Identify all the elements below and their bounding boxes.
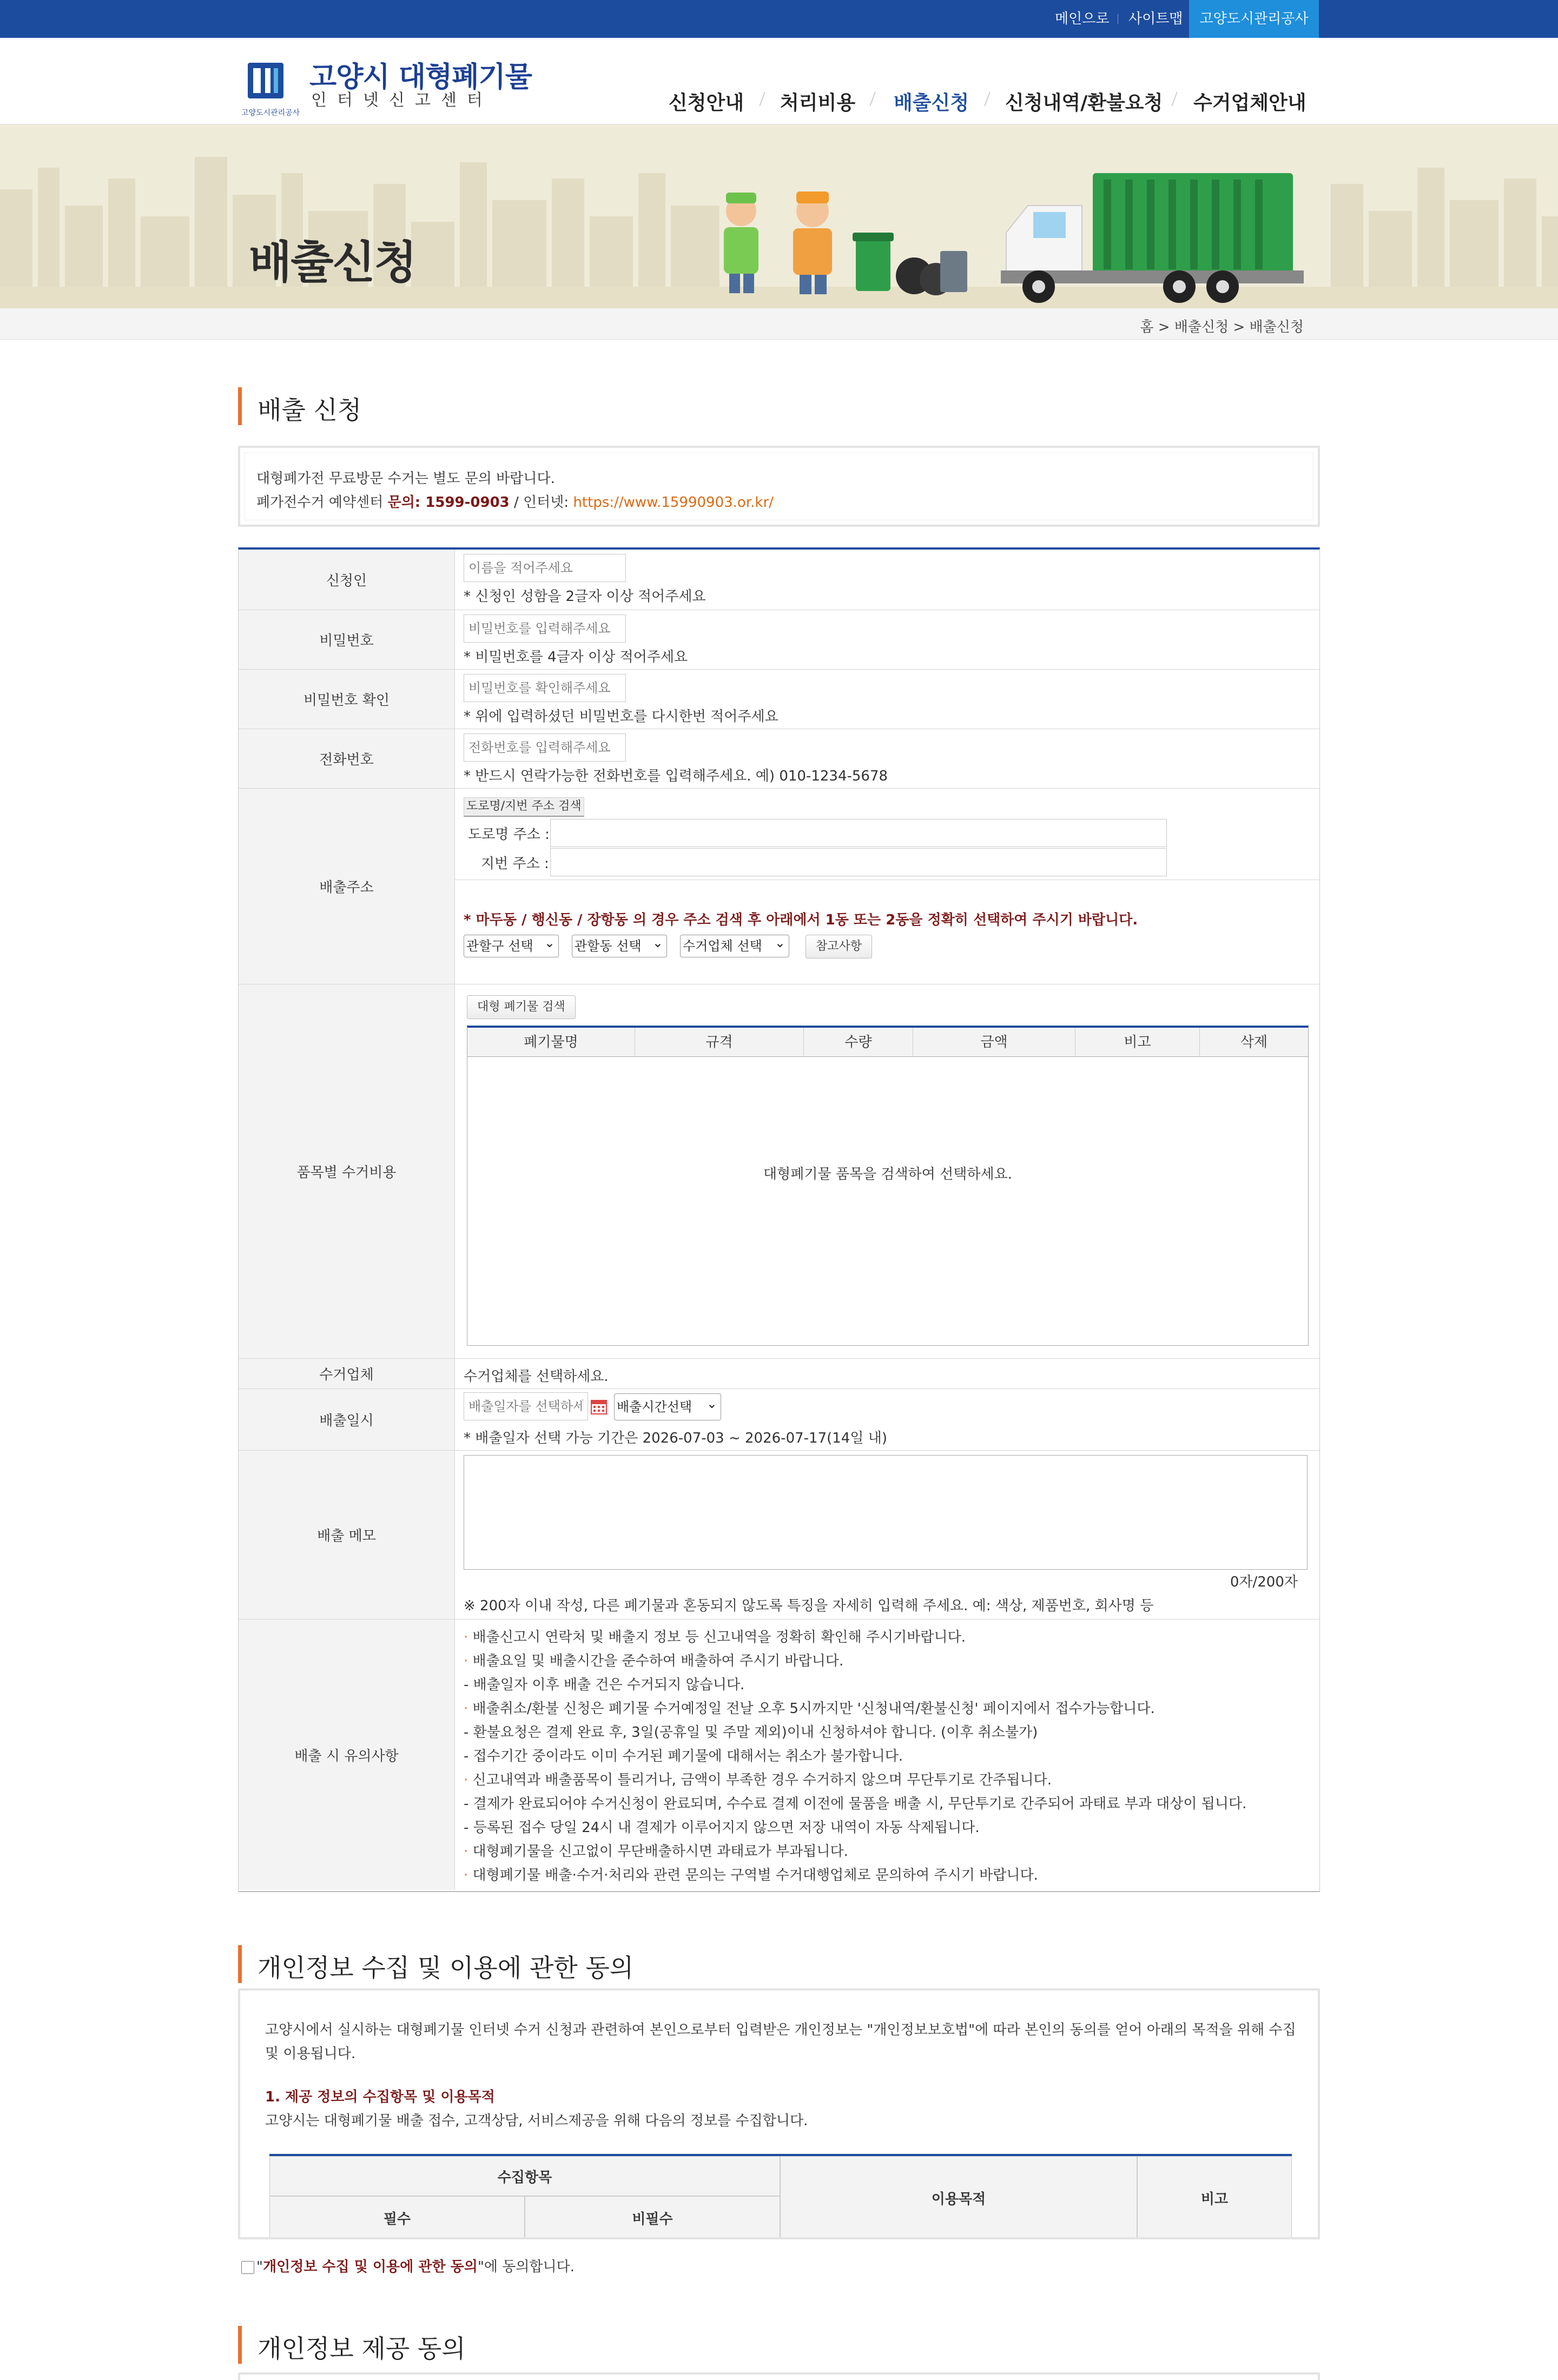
org-link[interactable]: 고양도시관리공사 [1189, 0, 1319, 38]
col-note: 비고 [1075, 1028, 1200, 1057]
notice-box [238, 446, 1320, 527]
waste-search-button[interactable]: 대형 폐기물 검색 [467, 995, 576, 1019]
logo-title[interactable]: 고양시 대형폐기물 [309, 61, 532, 94]
caution-line [464, 1840, 848, 1860]
road-address-label: 도로명 주소 : [468, 827, 550, 843]
caution-text: 배출요일 및 배출시간을 준수하여 배출하여 주시기 바랍니다. [472, 1653, 844, 1669]
privacy-subtitle: 1. 제공 정보의 수집항목 및 이용목적 [265, 2089, 495, 2105]
section-title-text: 개인정보 제공 동의 [258, 2334, 466, 2363]
bullet-dot-icon: · [464, 1701, 473, 1717]
nav-fees[interactable]: 처리비용 [780, 92, 856, 114]
home-link[interactable]: 메인으로 [1055, 11, 1110, 27]
applicant-name-input[interactable] [464, 554, 626, 582]
bullet-dot-icon: · [464, 1772, 473, 1788]
row-date [239, 1389, 1319, 1451]
items-table-header [467, 1028, 1308, 1057]
caution-list [455, 1619, 1319, 1890]
banner-title: 배출신청 [249, 237, 416, 288]
row-password-confirm [239, 670, 1319, 729]
caution-line [464, 1769, 1052, 1789]
road-address-input[interactable] [550, 819, 1167, 847]
date-help: * 배출일자 선택 가능 기간은 2026-07-03 ~ 2026-07-17(14일 내) [464, 1430, 887, 1446]
password-confirm-help: * 위에 입력하셨던 비밀번호를 다시한번 적어주세요 [464, 709, 778, 725]
privacy-agree-red: 개인정보 수집 및 이용에 관한 동의 [262, 2259, 478, 2275]
notice-line-1: 대형폐가전 무료방문 수거는 별도 문의 바랍니다. [256, 471, 555, 487]
caution-text: - 배출일자 이후 배출 건은 수거되지 않습니다. [464, 1677, 745, 1693]
applicant-help: * 신청인 성함을 2글자 이상 적어주세요 [464, 589, 706, 605]
col-waste-name: 폐기물명 [467, 1028, 635, 1057]
notice-phone: 문의: 1599-0903 [387, 494, 510, 511]
privacy-table [269, 2154, 1292, 2239]
privacy-subtext: 고양시는 대형폐기물 배출 접수, 고객상담, 서비스제공을 위해 다음의 정보를 수집합니다. [265, 2113, 808, 2129]
lot-address-label: 지번 주소 : [481, 856, 549, 872]
notice-website-link[interactable]: https://www.15990903.or.kr/ [573, 494, 774, 511]
privacy-intro-line-1: 고양시에서 실시하는 대형폐기물 인터넷 수거 신청과 관련하여 본인으로부터 입력받은 개인정보는 "개인정보보호법"에 따라 본인의 동의를 얻어 아래의 목적을 위해 수집 [265, 2022, 1296, 2038]
nav-divider [1171, 92, 1177, 106]
district-select[interactable]: 관할구 선택 ⌄ [464, 935, 559, 957]
privacy-intro-line-2: 및 이용됩니다. [265, 2046, 356, 2062]
row-items [239, 984, 1319, 1359]
items-table [467, 1026, 1309, 1346]
privacy-consent-box [238, 1988, 1320, 2239]
time-select[interactable]: 배출시간선택 ⌄ [614, 1393, 721, 1420]
caution-line [464, 1721, 1038, 1741]
bullet-dot-icon: · [464, 1843, 473, 1860]
label-phone: 전화번호 [239, 729, 455, 788]
bullet-dot-icon: · [464, 1629, 473, 1645]
section-title-text: 개인정보 수집 및 이용에 관한 동의 [258, 1953, 634, 1982]
notice-line-2: 폐가전수거 예약센터 문의: 1599-0903 / 인터넷: https://www.15990903.or.kr/ [256, 494, 774, 511]
caution-line [464, 1793, 1246, 1813]
caution-text: 배출취소/환불 신청은 폐기물 수거예정일 전날 오후 5시까지만 '신청내역/환불신청' 페이지에서 접수가능합니다. [472, 1701, 1155, 1717]
site-header [0, 38, 1558, 124]
logo-icon[interactable] [241, 57, 290, 106]
nav-divider [984, 92, 990, 106]
col-optional: 비필수 [525, 2196, 780, 2239]
reference-button[interactable]: 참고사항 [806, 935, 872, 958]
address-dong-note: * 마두동 / 행신동 / 장항동 의 경우 주소 검색 후 아래에서 1동 또는 2동을 정확히 선택하여 주시기 바랍니다. [464, 912, 1138, 928]
caution-text: - 환불요청은 결제 완료 후, 3일(공휴일 및 주말 제외)이내 신청하셔야 합니다. (이후 취소불가) [464, 1724, 1038, 1741]
caution-text: - 접수기간 중이라도 이미 수거된 폐기물에 대해서는 취소가 불가합니다. [464, 1748, 903, 1764]
label-password-confirm: 비밀번호 확인 [239, 670, 455, 729]
caution-text: 대형폐기물 배출·수거·처리와 관련 문의는 구역별 수거대행업체로 문의하여 주시기 바랍니다. [472, 1867, 1038, 1883]
memo-char-count: 0자/200자 [1230, 1574, 1298, 1590]
password-help: * 비밀번호를 4글자 이상 적어주세요 [464, 649, 688, 665]
col-collect-items: 수집항목 [269, 2156, 780, 2196]
logo-subtitle: 인터넷신고센터 [311, 91, 493, 110]
label-address: 배출주소 [239, 789, 455, 984]
label-date: 배출일시 [239, 1389, 455, 1450]
company-value: 수거업체를 선택하세요. [464, 1368, 609, 1385]
caution-line [464, 1650, 843, 1670]
label-items: 품목별 수거비용 [239, 984, 455, 1358]
col-remark: 비고 [1137, 2156, 1292, 2239]
col-delete: 삭제 [1240, 1034, 1268, 1050]
breadcrumb: 홈 > 배출신청 > 배출신청 [1140, 319, 1304, 335]
label-company: 수거업체 [239, 1359, 455, 1389]
nav-divider [869, 92, 875, 106]
workers-and-garbage-truck-illustration [703, 141, 1309, 303]
logo-org-name: 고양도시관리공사 [241, 109, 300, 117]
label-memo: 배출 메모 [239, 1451, 455, 1619]
memo-textarea[interactable] [464, 1455, 1308, 1570]
password-confirm-input[interactable] [464, 674, 626, 702]
caution-text: - 등록된 접수 당일 24시 내 결제가 이루어지지 않으면 저장 내역이 자동 삭제됩니다. [464, 1820, 980, 1836]
memo-note: ※ 200자 이내 작성, 다른 폐기물과 혼동되지 않도록 특징을 자세히 입력해 주세요. 예: 색상, 제품번호, 회사명 등 [464, 1598, 1154, 1614]
page-banner [0, 124, 1558, 308]
col-quantity: 수량 [804, 1028, 913, 1057]
nav-history-refund[interactable]: 신청내역/환불요청 [1005, 92, 1163, 114]
nav-disposal-apply[interactable]: 배출신청 [894, 92, 969, 114]
row-company [239, 1359, 1319, 1389]
caution-line [464, 1697, 1155, 1717]
company-select[interactable]: 수거업체 선택 ⌄ [680, 935, 789, 957]
bullet-dot-icon: · [464, 1867, 473, 1883]
caution-text: 대형폐기물을 신고없이 무단배출하시면 과태료가 부과됩니다. [472, 1843, 848, 1860]
row-address [239, 789, 1319, 984]
dong-select[interactable]: 관할동 선택 ⌄ [572, 935, 667, 957]
caution-text: 배출신고시 연락처 및 배출지 정보 등 신고내역을 정확히 확인해 주시기바랍니다. [472, 1629, 966, 1645]
nav-divider [759, 92, 765, 106]
row-password [239, 610, 1319, 670]
caution-line [464, 1674, 744, 1694]
privacy-provide-box [238, 2372, 1320, 2380]
nav-collectors[interactable]: 수거업체안내 [1193, 92, 1306, 114]
caution-line [464, 1745, 903, 1765]
privacy-agree-checkbox[interactable] [241, 2261, 254, 2274]
disposal-application-form [238, 547, 1320, 1892]
breadcrumb-bar [0, 308, 1558, 340]
col-spec: 규격 [635, 1028, 804, 1057]
caution-line [464, 1816, 980, 1836]
phone-input[interactable] [464, 733, 626, 762]
date-input[interactable] [464, 1392, 588, 1420]
label-password: 비밀번호 [239, 610, 455, 669]
caution-text: 신고내역과 배출품목이 틀리거나, 금액이 부족한 경우 수거하지 않으며 무단투기로 간주됩니다. [472, 1772, 1052, 1788]
calendar-icon[interactable] [590, 1398, 608, 1415]
col-purpose: 이용목적 [780, 2156, 1137, 2239]
row-phone [239, 729, 1319, 789]
nav-apply-guide[interactable]: 신청안내 [669, 92, 744, 114]
caution-text: - 결제가 완료되어야 수거신청이 완료되며, 수수료 결제 이전에 물품을 배출 시, 무단투기로 간주되어 과태료 부과 대상이 됩니다. [464, 1796, 1247, 1812]
label-caution: 배출 시 유의사항 [239, 1619, 455, 1890]
row-memo [239, 1451, 1319, 1619]
caution-line [464, 1864, 1038, 1884]
row-caution [239, 1619, 1319, 1890]
col-required: 필수 [269, 2196, 525, 2239]
items-empty-message: 대형폐기물 품목을 검색하여 선택하세요. [763, 1166, 1013, 1182]
address-search-button[interactable]: 도로명/지번 주소 검색 [464, 797, 584, 817]
col-amount: 금액 [913, 1028, 1075, 1057]
password-input[interactable] [464, 614, 626, 643]
caution-line [464, 1626, 966, 1646]
lot-address-input[interactable] [550, 848, 1167, 876]
row-applicant [239, 550, 1319, 610]
privacy-agree-checkbox-label[interactable]: "개인정보 수집 및 이용에 관한 동의"에 동의합니다. [241, 2256, 575, 2276]
bullet-dot-icon: · [464, 1653, 473, 1669]
sitemap-link[interactable]: 사이트맵 [1128, 0, 1183, 38]
section-title-text: 배출 신청 [258, 395, 362, 425]
top-utility-bar [0, 0, 1558, 38]
phone-help: * 반드시 연락가능한 전화번호를 입력해주세요. 예) 010-1234-5678 [464, 768, 888, 784]
label-applicant: 신청인 [239, 550, 455, 610]
